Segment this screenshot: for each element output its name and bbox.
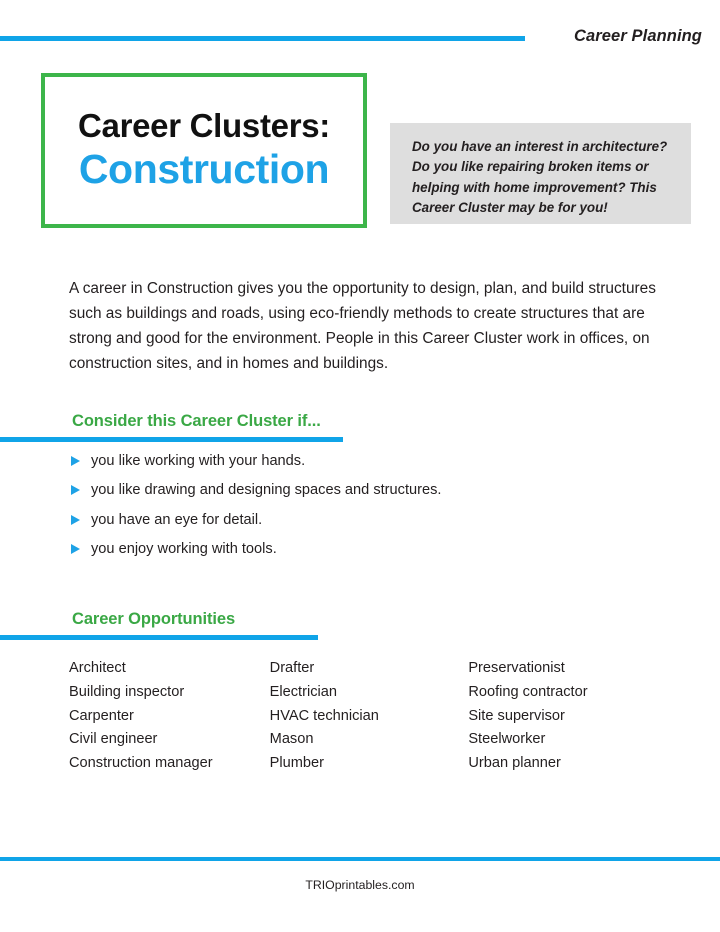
career-entry: Preservationist [468,660,565,676]
footer-site-label: TRIOprintables.com [305,878,415,892]
list-item-label: you like working with your hands. [91,453,306,469]
list-item [69,452,629,471]
triangle-bullet-icon [71,515,80,525]
career-entry: Civil engineer [69,731,158,748]
career-entry: Steelworker [468,731,546,748]
intro-callout-text: Do you have an interest in architecture? Do you like repairing broken items or helping with home improvement? This Career Cluster may be for you! [412,139,668,216]
career-entry: Electrician [269,683,337,700]
career-entry: Carpenter [69,707,134,724]
page-header [0,0,720,64]
list-item-label: you have an eye for detail. [91,511,263,528]
page-title-secondary: Construction [78,146,330,193]
list-item [69,481,629,500]
career-entry: Roofing contractor [468,683,588,700]
intro-paragraph: A career in Construction gives you the opportunity to design, plan, and build structures such as buildings and roads, using eco-friendly methods to create structures that are strong and good for the environment. People in this Career Cluster work in offices, on construction sites, and in homes and buildings. [69,280,656,372]
footer-blue-rule [0,857,720,861]
list-item-label: you enjoy working with tools. [91,541,277,558]
career-entry: Plumber [269,755,324,772]
section-heading-opportunities-rule [0,635,318,640]
career-entry: Building inspector [69,683,185,700]
career-entry: Site supervisor [468,707,565,724]
title-card [41,73,367,228]
list-item [69,540,629,559]
section-heading-consider [0,412,720,442]
triangle-bullet-icon [71,544,80,554]
career-column-1 [69,657,270,776]
section-heading-opportunities [0,610,720,640]
career-entry: Drafter [269,660,315,676]
career-column-2 [270,657,469,776]
list-item-label: you like drawing and designing spaces and structures. [91,482,442,499]
career-entry: HVAC technician [269,707,379,724]
section-heading-consider-label: Consider this Career Cluster if... [72,412,321,430]
career-entry: Urban planner [468,755,561,772]
intro-callout-box [390,123,691,224]
list-item [69,511,629,530]
career-column-3 [468,657,669,776]
career-entry: Architect [69,660,126,676]
section-heading-opportunities-label: Career Opportunities [72,610,236,628]
section-heading-consider-rule [0,437,343,442]
career-entry: Mason [269,731,314,748]
triangle-bullet-icon [71,485,80,495]
page-title-primary: Career Clusters: [78,107,330,145]
header-blue-rule [0,36,525,41]
triangle-bullet-icon [71,456,80,466]
career-entry: Construction manager [69,755,213,772]
header-category-label: Career Planning [573,27,702,45]
consider-bullet-list [69,452,629,570]
career-opportunities-columns [69,657,669,776]
